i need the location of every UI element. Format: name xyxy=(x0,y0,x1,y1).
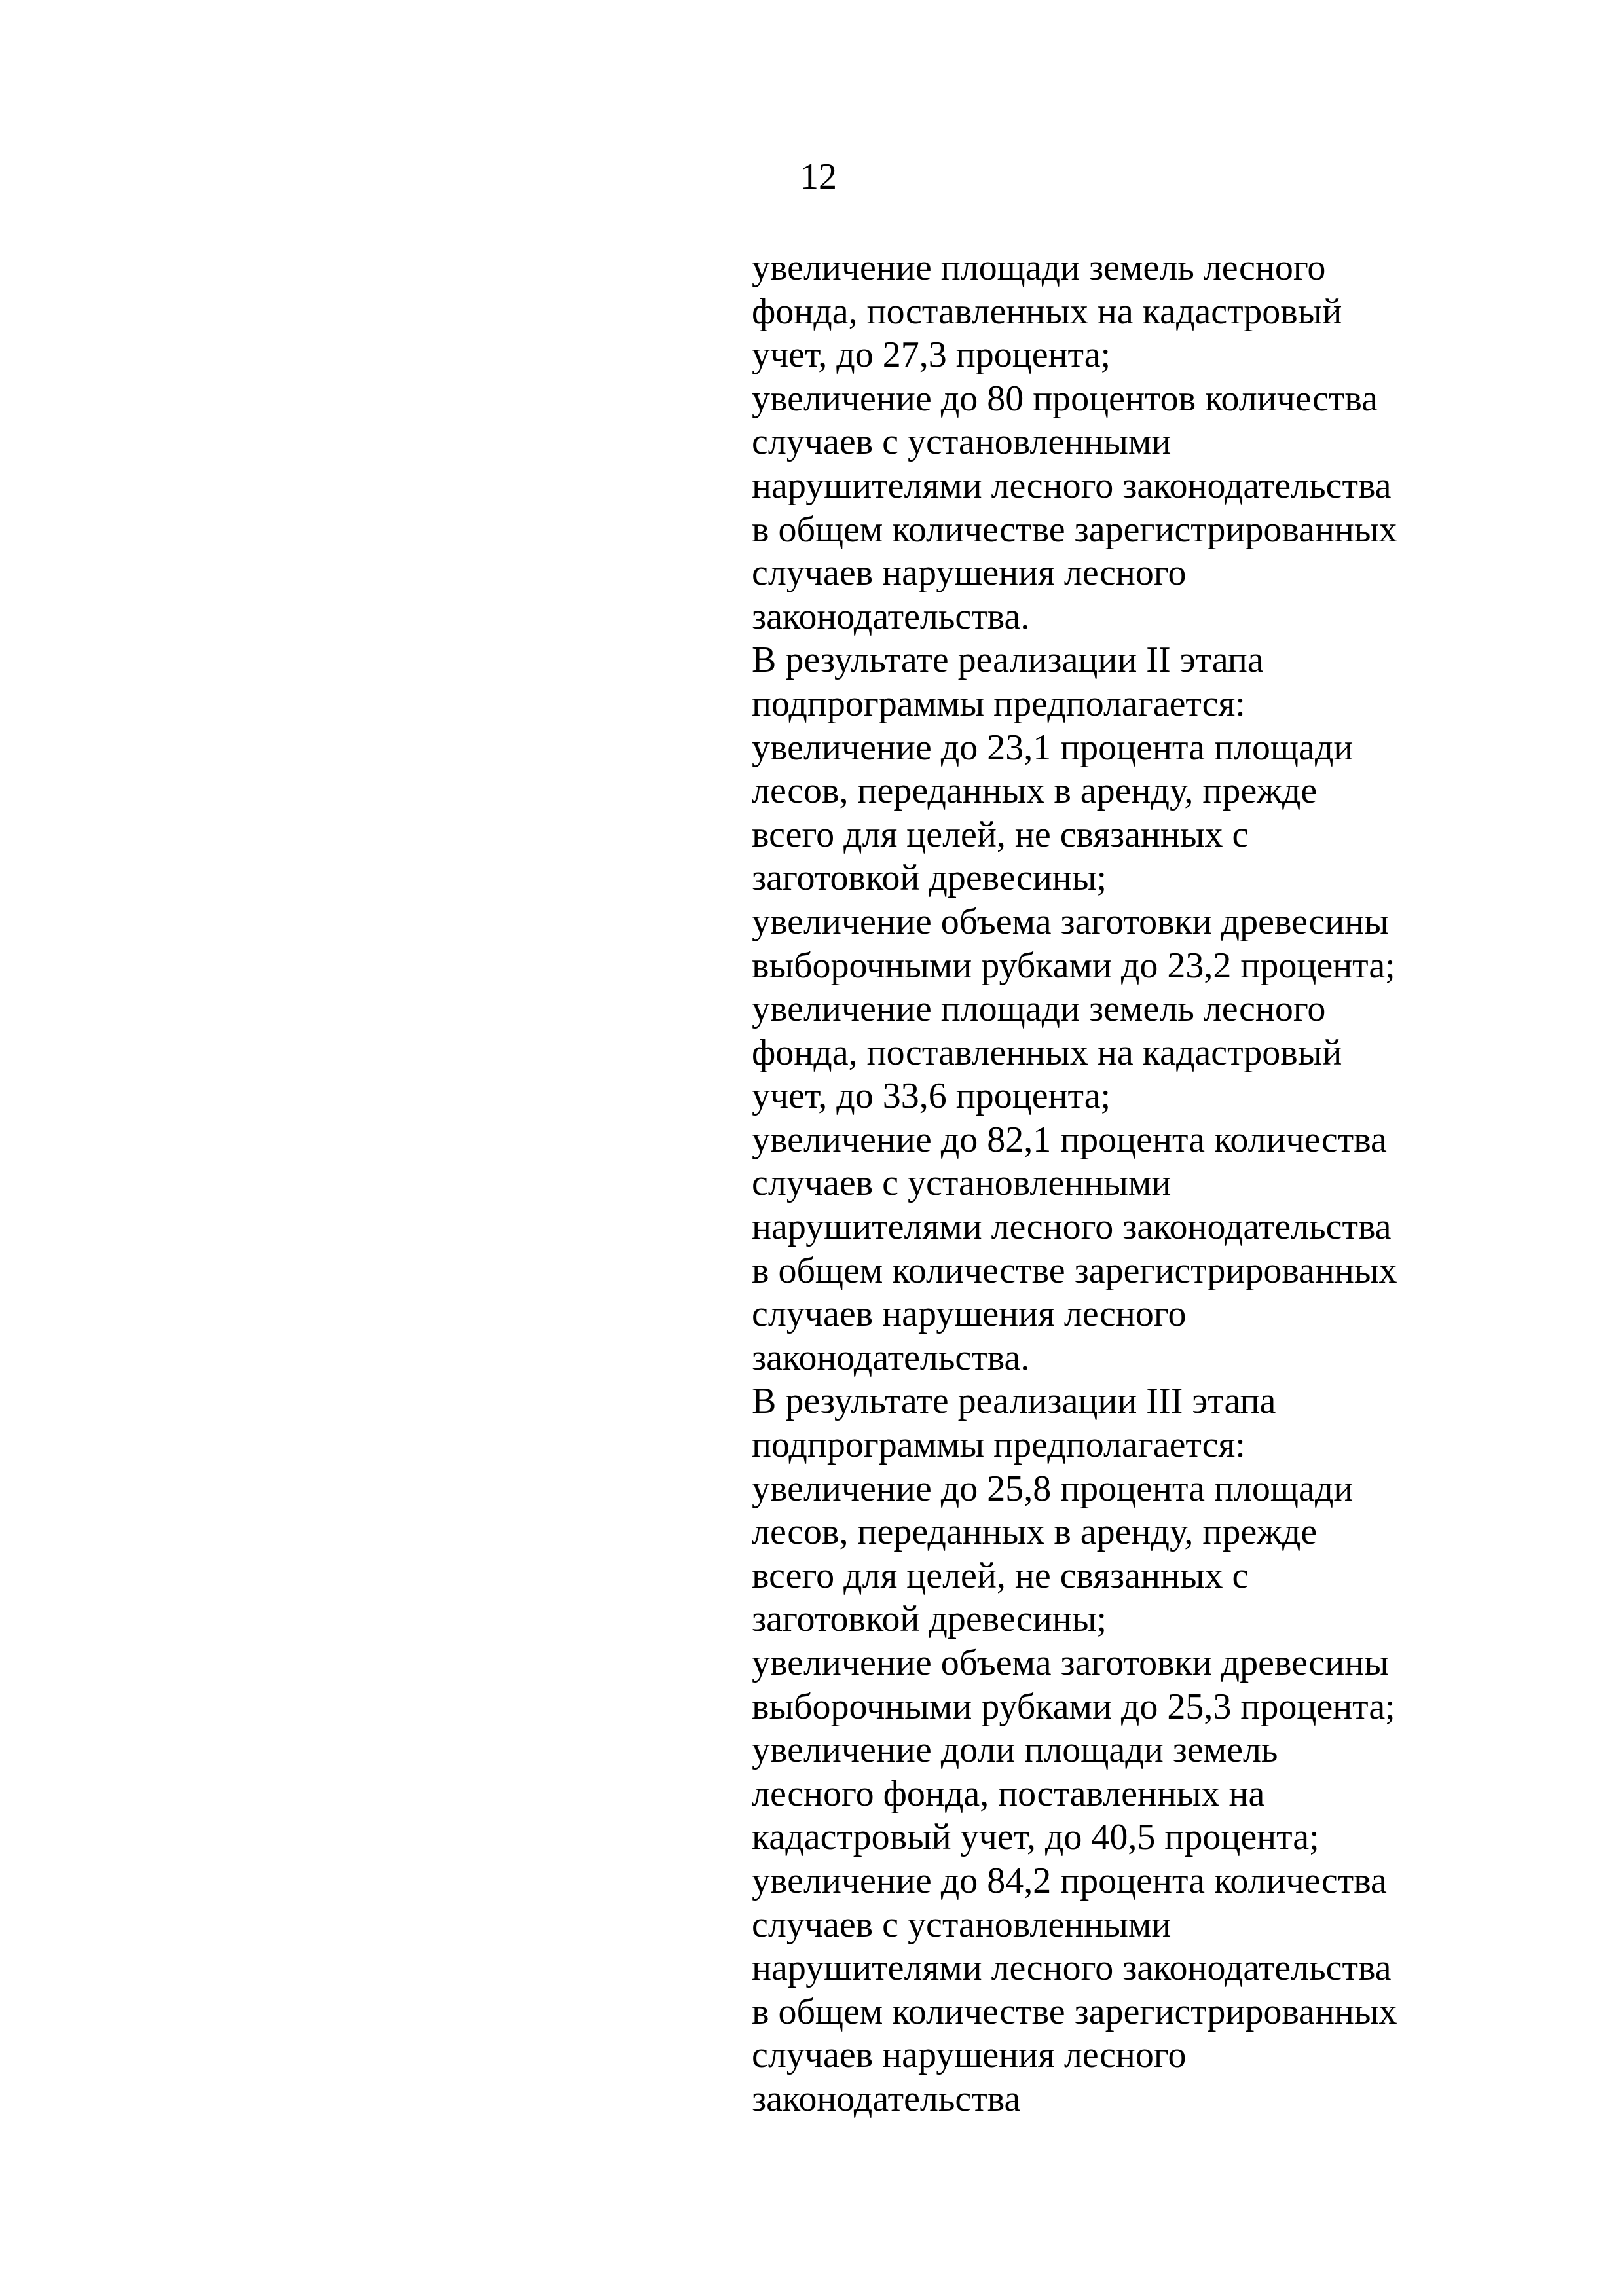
text-line: случаев нарушения лесного xyxy=(752,1294,1187,1335)
text-line: нарушителями лесного законодательства xyxy=(752,465,1392,506)
text-line: заготовкой древесины; xyxy=(752,858,1107,899)
text-line: случаев с установленными xyxy=(752,1904,1172,1945)
text-line: законодательства. xyxy=(752,1337,1030,1378)
text-line: выборочными рубками до 23,2 процента; xyxy=(752,945,1395,986)
text-line: лесов, переданных в аренду, прежде xyxy=(752,771,1318,812)
text-line: фонда, поставленных на кадастровый xyxy=(752,1032,1342,1073)
text-column xyxy=(752,246,1511,2121)
text-line: случаев с установленными xyxy=(752,1163,1172,1204)
text-line: увеличение до 23,1 процента площади xyxy=(752,727,1354,768)
text-line: лесов, переданных в аренду, прежде xyxy=(752,1512,1318,1553)
text-line: кадастровый учет, до 40,5 процента; xyxy=(752,1817,1320,1858)
text-line: увеличение площади земель лесного xyxy=(752,989,1326,1030)
text-line: В результате реализации II этапа xyxy=(752,640,1264,681)
text-line: нарушителями лесного законодательства xyxy=(752,1948,1392,1989)
text-line: учет, до 27,3 процента; xyxy=(752,335,1111,376)
text-line: увеличение площади земель лесного xyxy=(752,247,1326,288)
text-line: законодательства xyxy=(752,2078,1021,2119)
text-line: увеличение до 80 процентов количества xyxy=(752,378,1378,419)
text-line: нарушителями лесного законодательства xyxy=(752,1207,1392,1248)
text-line: всего для целей, не связанных с xyxy=(752,1555,1249,1596)
text-line: В результате реализации III этапа xyxy=(752,1381,1276,1422)
text-line: подпрограммы предполагается: xyxy=(752,1425,1246,1466)
text-line: в общем количестве зарегистрированных xyxy=(752,1250,1397,1291)
text-line: увеличение до 84,2 процента количества xyxy=(752,1860,1387,1901)
text-line: в общем количестве зарегистрированных xyxy=(752,509,1397,550)
text-line: заготовкой древесины; xyxy=(752,1599,1107,1640)
text-line: лесного фонда, поставленных на xyxy=(752,1773,1265,1814)
text-line: случаев с установленными xyxy=(752,422,1172,463)
text-line: случаев нарушения лесного xyxy=(752,553,1187,594)
text-line: выборочными рубками до 25,3 процента; xyxy=(752,1686,1395,1727)
text-line: в общем количестве зарегистрированных xyxy=(752,1991,1397,2032)
text-line: законодательства. xyxy=(752,596,1030,637)
text-line: учет, до 33,6 процента; xyxy=(752,1076,1111,1117)
text-line: увеличение до 82,1 процента количества xyxy=(752,1119,1387,1160)
text-line: фонда, поставленных на кадастровый xyxy=(752,291,1342,332)
text-line: увеличение объема заготовки древесины xyxy=(752,901,1389,942)
page-number: 12 xyxy=(800,156,837,197)
text-line: увеличение доли площади земель xyxy=(752,1730,1278,1771)
text-line: подпрограммы предполагается: xyxy=(752,683,1246,724)
text-line: увеличение объема заготовки древесины xyxy=(752,1643,1389,1683)
text-line: увеличение до 25,8 процента площади xyxy=(752,1468,1354,1509)
text-line: случаев нарушения лесного xyxy=(752,2035,1187,2076)
text-line: всего для целей, не связанных с xyxy=(752,814,1249,855)
